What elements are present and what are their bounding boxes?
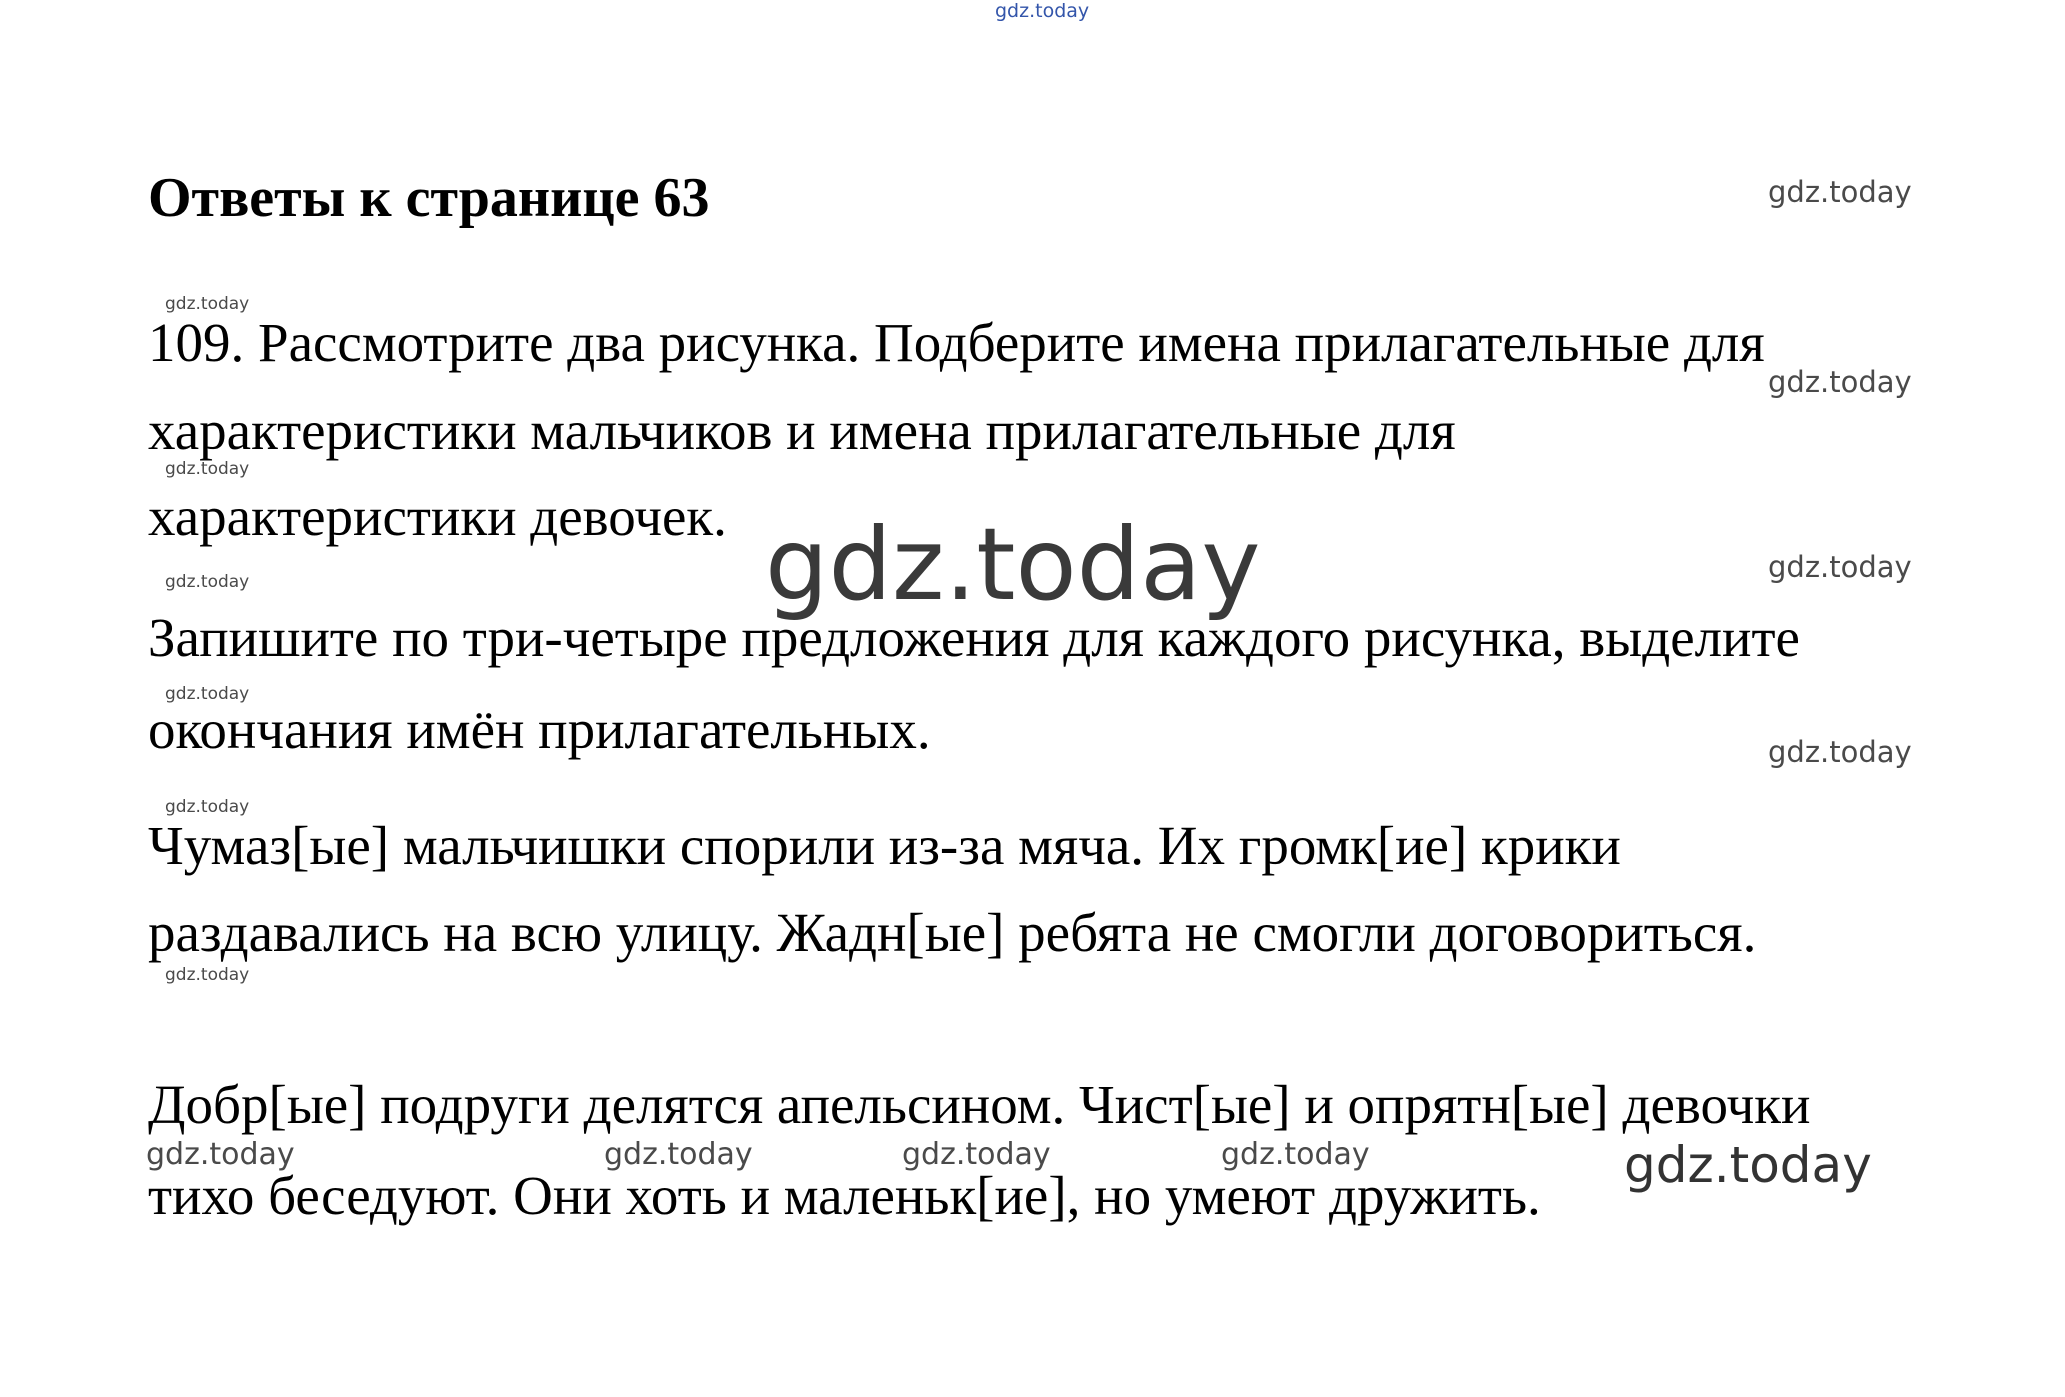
page-heading: Ответы к странице 63	[148, 167, 710, 229]
watermark: gdz.today	[1768, 175, 1912, 209]
watermark-large: gdz.today	[765, 506, 1261, 623]
task-line: характеристики мальчиков и имена прилагательные для	[148, 400, 1456, 461]
task-line: характеристики девочек.	[148, 486, 727, 547]
watermark-top: gdz.today	[995, 0, 1090, 22]
watermark: gdz.today	[902, 1137, 1051, 1172]
watermark: gdz.today	[1221, 1137, 1370, 1172]
watermark: gdz.today	[165, 294, 250, 314]
watermark: gdz.today	[165, 572, 250, 592]
watermark: gdz.today	[146, 1137, 295, 1172]
watermark: gdz.today	[1768, 550, 1912, 584]
watermark: gdz.today	[1624, 1136, 1872, 1194]
watermark: gdz.today	[1768, 365, 1912, 399]
answer-boys-line: раздавались на всю улицу. Жадн[ые] ребята не смогли договориться.	[148, 902, 1757, 963]
watermark: gdz.today	[165, 684, 250, 704]
answer-girls-line: тихо беседуют. Они хоть и маленьк[ие], но умеют дружить.	[148, 1165, 1541, 1226]
task-line: Запишите по три-четыре предложения для каждого рисунка, выделите	[148, 607, 1800, 668]
answer-girls-line: Добр[ые] подруги делятся апельсином. Чист[ые] и опрятн[ые] девочки	[148, 1074, 1811, 1135]
watermark: gdz.today	[1768, 735, 1912, 769]
task-line: окончания имён прилагательных.	[148, 699, 931, 760]
watermark: gdz.today	[165, 965, 250, 985]
watermark: gdz.today	[165, 459, 250, 479]
answer-boys-line: Чумаз[ые] мальчишки спорили из-за мяча. Их громк[ие] крики	[148, 815, 1621, 876]
task-line: 109. Рассмотрите два рисунка. Подберите имена прилагательные для	[148, 312, 1765, 373]
watermark: gdz.today	[165, 797, 250, 817]
watermark: gdz.today	[604, 1137, 753, 1172]
